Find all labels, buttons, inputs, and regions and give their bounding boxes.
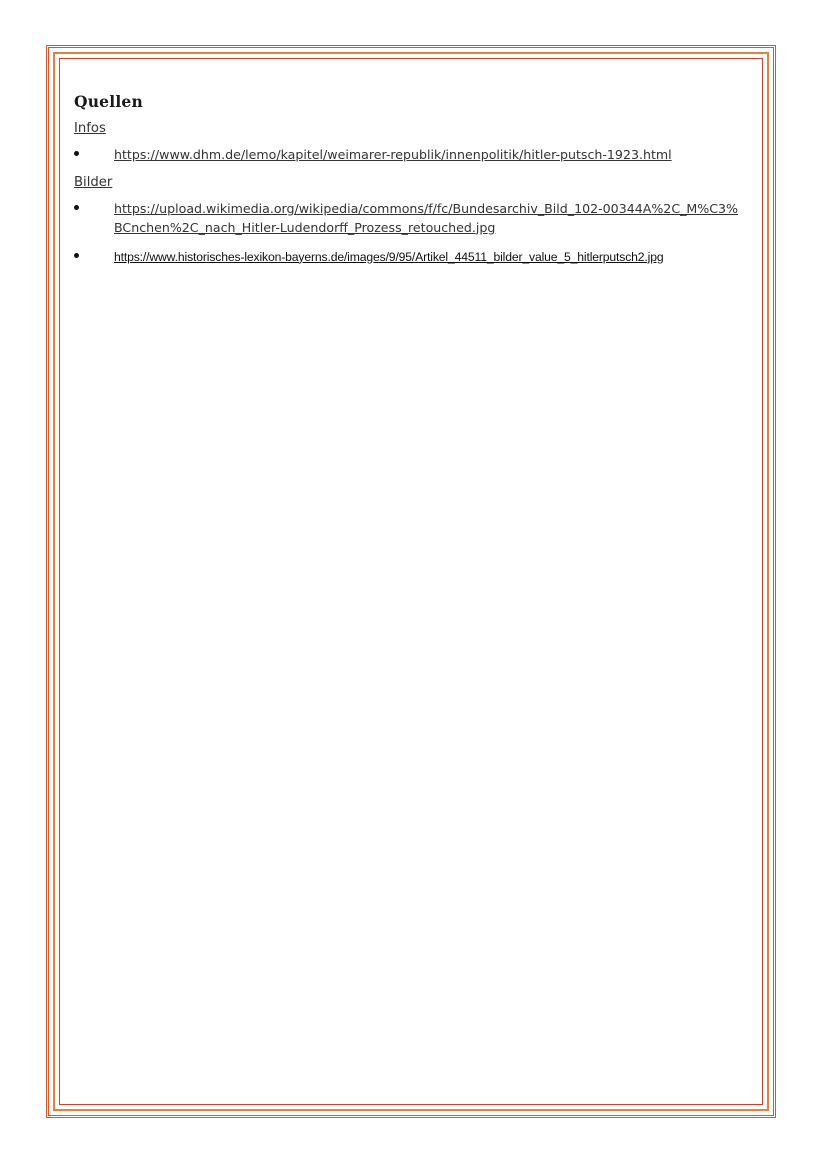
source-link-dhm[interactable]: https://www.dhm.de/lemo/kapitel/weimarer-republik/innenpolitik/hitler-putsch-1923.html	[114, 147, 672, 162]
list-item	[74, 248, 744, 266]
document-content	[74, 92, 744, 276]
link-list-bilder	[74, 200, 744, 266]
link-list-infos	[74, 146, 744, 165]
list-item	[74, 146, 744, 165]
section-label-bilder: Bilder	[74, 174, 113, 190]
list-item	[74, 200, 744, 238]
page-title: Quellen	[74, 92, 143, 111]
bullet-icon	[74, 253, 79, 258]
section-label-infos: Infos	[74, 121, 106, 136]
bullet-icon	[74, 205, 79, 210]
source-link-wikimedia[interactable]: https://upload.wikimedia.org/wikipedia/commons/f/fc/Bundesarchiv_Bild_102-00344A%2C_M%C3%BCnchen%2C_nach_Hitler-Ludendorff_Prozess_retouched.jpg	[114, 200, 739, 235]
bullet-icon	[74, 151, 79, 156]
source-link-lexikon-bayerns[interactable]: https://www.historisches-lexikon-bayerns.de/images/9/95/Artikel_44511_bilder_value_5_hitlerputsch2.jpg	[114, 249, 664, 264]
